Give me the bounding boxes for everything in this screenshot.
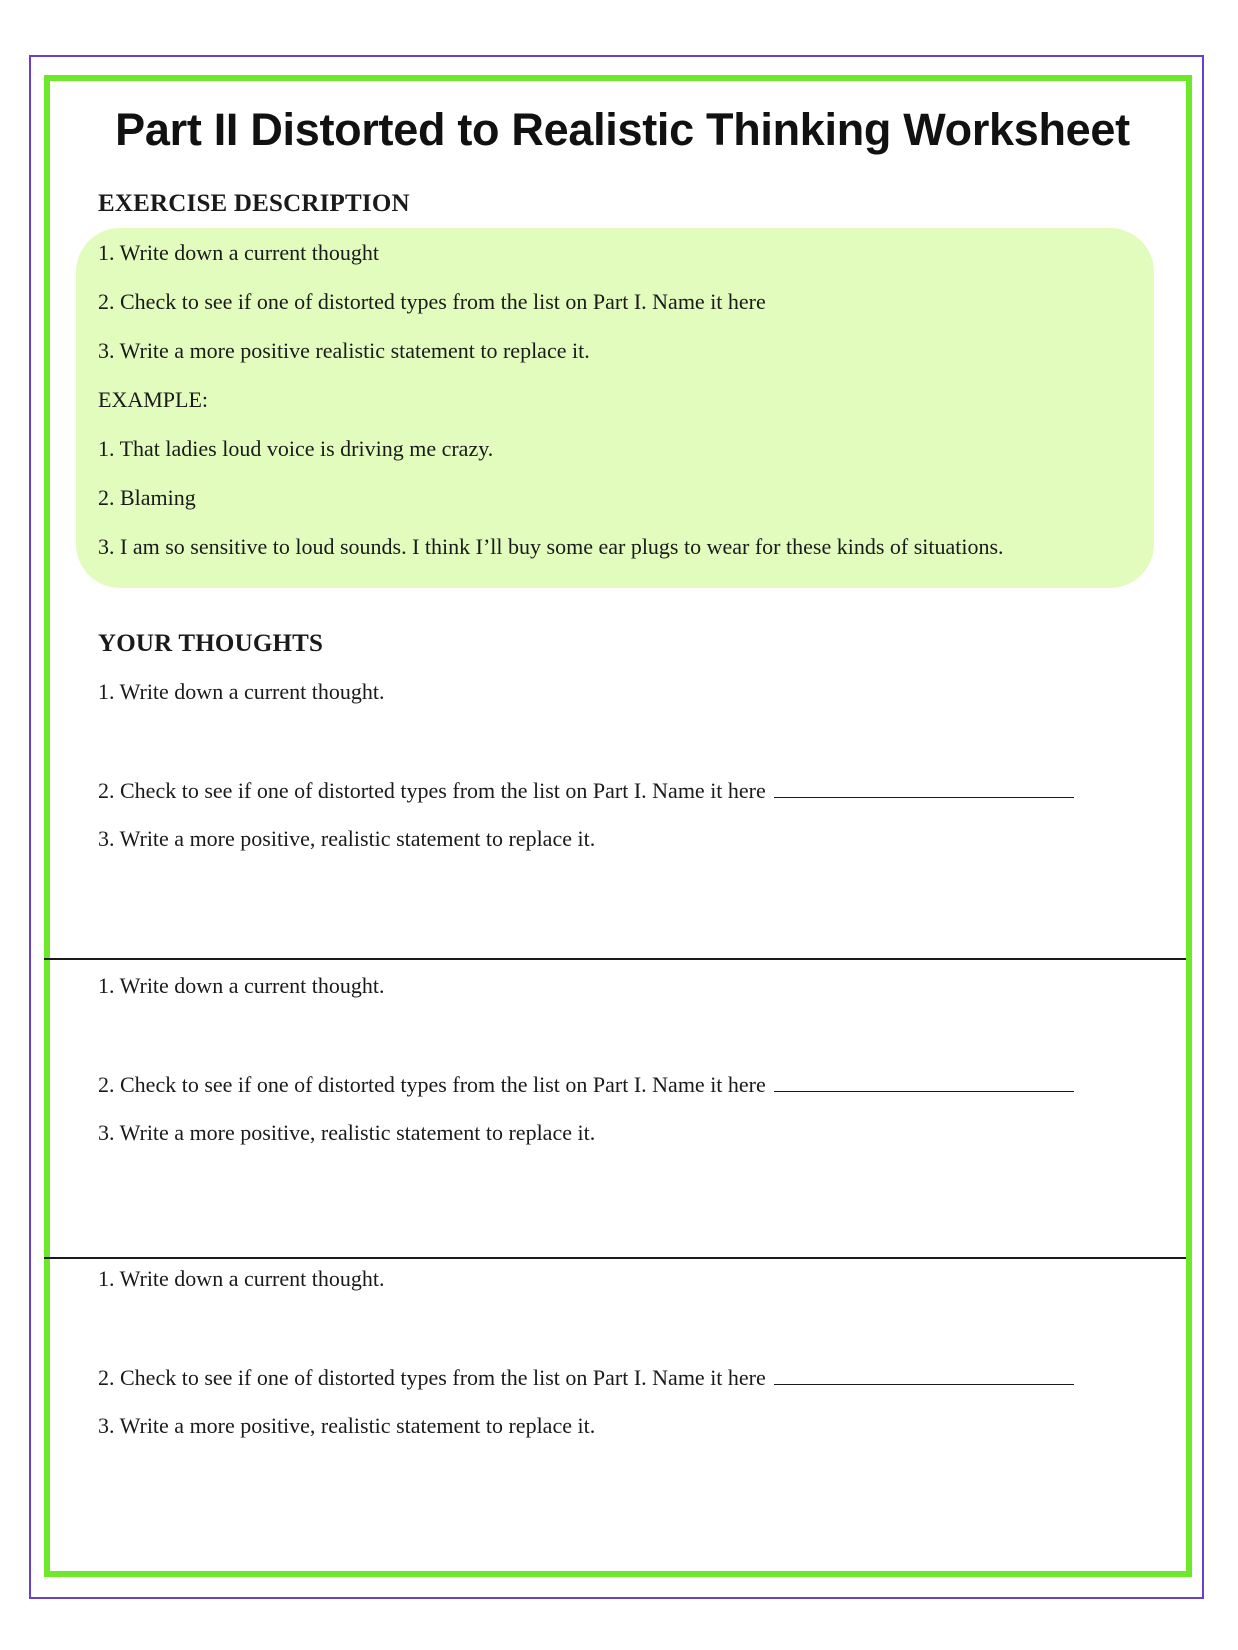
example-step-2: 2. Blaming xyxy=(98,485,196,510)
section-divider-2 xyxy=(44,1257,1186,1259)
example-step-3: 3. I am so sensitive to loud sounds. I think I’ll buy some ear plugs to wear for these kinds of situations. xyxy=(98,534,1004,559)
exercise-step-2: 2. Check to see if one of distorted types from the list on Part I. Name it here xyxy=(98,289,766,314)
thought-block-2-step-2-text: 2. Check to see if one of distorted types from the list on Part I. Name it here xyxy=(98,1072,766,1097)
exercise-step-3: 3. Write a more positive realistic statement to replace it. xyxy=(98,338,590,363)
section-divider-1 xyxy=(44,958,1186,960)
example-step-1: 1. That ladies loud voice is driving me crazy. xyxy=(98,436,494,461)
name-it-here-blank-2[interactable] xyxy=(774,1069,1074,1092)
your-thoughts-heading: YOUR THOUGHTS xyxy=(98,630,324,657)
thought-block-2-step-1: 1. Write down a current thought. xyxy=(98,973,385,998)
thought-block-3-step-2-text: 2. Check to see if one of distorted types from the list on Part I. Name it here xyxy=(98,1365,766,1390)
example-label: EXAMPLE: xyxy=(98,387,208,412)
name-it-here-blank-3[interactable] xyxy=(774,1362,1074,1385)
thought-block-2-step-2 xyxy=(98,1069,1074,1100)
thought-block-2-step-3: 3. Write a more positive, realistic statement to replace it. xyxy=(98,1120,596,1145)
exercise-step-1: 1. Write down a current thought xyxy=(98,240,379,265)
exercise-description-heading: EXERCISE DESCRIPTION xyxy=(98,190,410,217)
thought-block-1-step-1: 1. Write down a current thought. xyxy=(98,679,385,704)
thought-block-1-step-3: 3. Write a more positive, realistic statement to replace it. xyxy=(98,826,596,851)
thought-block-3-step-2 xyxy=(98,1362,1074,1393)
name-it-here-blank-1[interactable] xyxy=(774,775,1074,798)
thought-block-3-step-3: 3. Write a more positive, realistic statement to replace it. xyxy=(98,1413,596,1438)
thought-block-3-step-1: 1. Write down a current thought. xyxy=(98,1266,385,1291)
page-title: Part II Distorted to Realistic Thinking Worksheet xyxy=(115,104,1130,155)
thought-block-1-step-2 xyxy=(98,775,1074,806)
thought-block-1-step-2-text: 2. Check to see if one of distorted types from the list on Part I. Name it here xyxy=(98,778,766,803)
